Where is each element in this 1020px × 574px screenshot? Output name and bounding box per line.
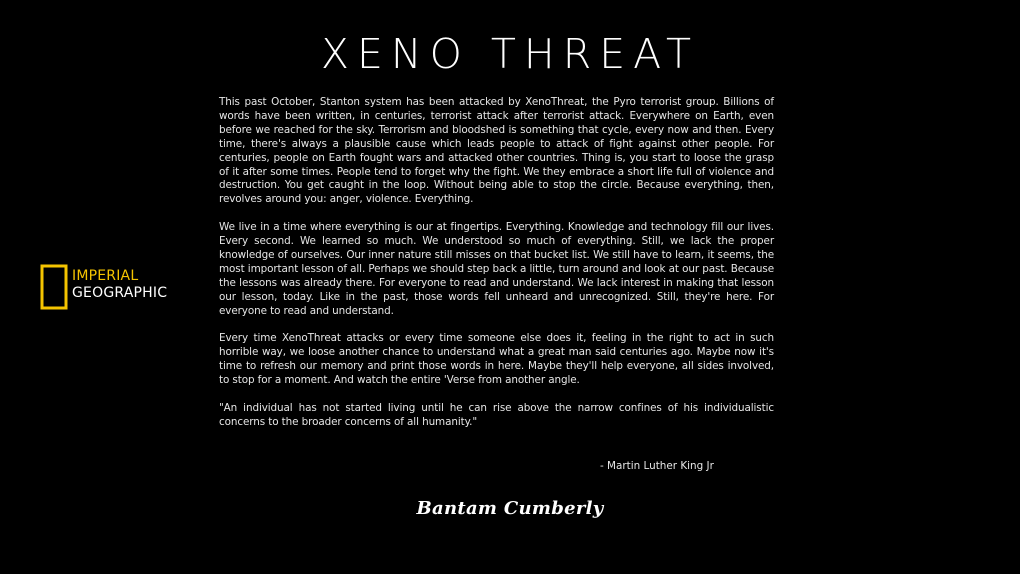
paragraph-2: We live in a time where everything is our at fingertips. Everything. Knowledge and technology fill our lives. Every second. We learned so much. We understood so much of everything. Still, we lack the proper knowledge of ourselves. Our inner nature still misses on that bucket list. We still have to learn, it seems, the most important lesson of all. Perhaps we should step back a little, turn around and look at our past. Because the lessons was already there. For everyone to read and understand. We lack interest in making that lesson our lesson, today. Like in the past, those words fell unheard and unrecognized. Still, they're here. For everyone to read and understand. bbox=[219, 221, 774, 317]
quote-attribution: - Martin Luther King Jr bbox=[600, 460, 714, 472]
paragraph-3: Every time XenoThreat attacks or every time someone else does it, feeling in the right to act in such horrible way, we loose another chance to understand what a great man said centuries ago. Maybe now it's time to refresh our memory and print those words in here. Maybe they'll help everyone, all sides involved, to stop for a moment. And watch the entire 'Verse from another angle. bbox=[219, 332, 774, 387]
logo-frame-icon bbox=[40, 264, 70, 310]
article-body bbox=[219, 96, 774, 444]
logo-text-imperial: IMPERIAL bbox=[72, 268, 139, 284]
logo-text-geographic: GEOGRAPHIC bbox=[72, 285, 168, 301]
page-title: XENO THREAT bbox=[320, 30, 700, 78]
imperial-geographic-logo bbox=[40, 264, 185, 310]
paragraph-1: This past October, Stanton system has been attacked by XenoThreat, the Pyro terrorist group. Billions of words have been written, in centuries, terrorist attack after terrorist attack. Everywhere on Earth, even before we reached for the sky. Terrorism and bloodshed is something that cycle, every now and then. Every time, there's always a plausible cause which leads people to attack of fight against other people. For centuries, people on Earth fought wars and attacked other countries. Thing is, you start to loose the grasp of it after some times. People tend to forget why the fight. We they embrace a short life full of violence and destruction. You get caught in the loop. Without being able to stop the circle. Because everything, then, revolves around you: anger, violence. Everything. bbox=[219, 96, 774, 206]
quote: "An individual has not started living until he can rise above the narrow confines of his individualistic concerns to the broader concerns of all humanity." bbox=[219, 401, 774, 428]
author-signature: Bantam Cumberly bbox=[416, 498, 604, 519]
